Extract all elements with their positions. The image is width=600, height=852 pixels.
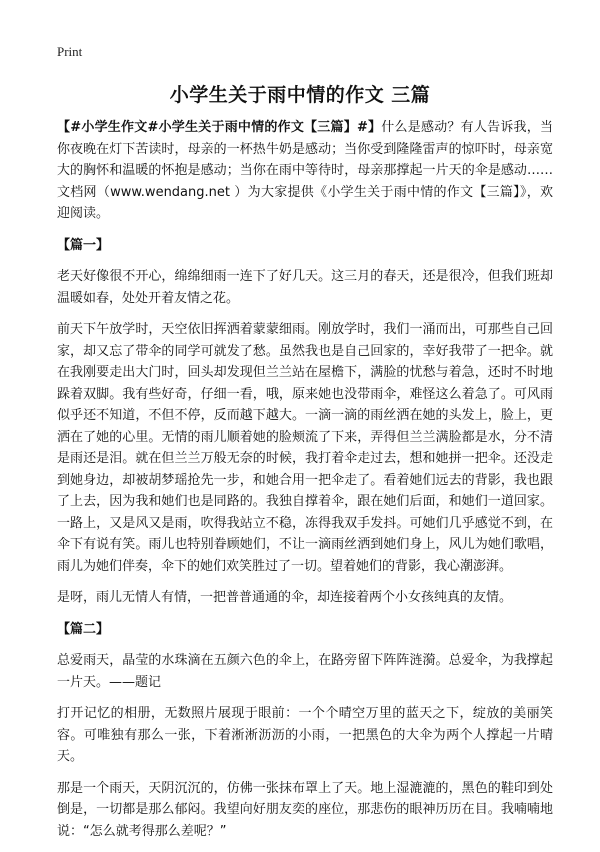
section2-paragraph-3: 那是一个雨天，天阴沉沉的，仿佛一张抹布罩上了天。地上湿漉漉的，黑色的鞋印到处倒是，一切都是那么郁闷。我望向好朋友奕的座位，那悲伤的眼神历历在目。我喃喃地说：“怎么就考得那么差呢？” [57, 780, 553, 839]
print-label[interactable]: Print [57, 44, 83, 59]
article-body [57, 117, 553, 852]
intro-bold-tag: 【#小学生作文#小学生关于雨中情的作文【三篇】#】 [57, 120, 382, 135]
section1-paragraph-3: 是呀，雨儿无情人有情，一把普普通通的伞，却连接着两个小女孩纯真的友情。 [57, 590, 513, 605]
section2-paragraph-2: 打开记忆的相册，无数照片展现于眼前：一个个晴空万里的蓝天之下，绽放的美丽笑容。可唯独有那么一张，下着淅淅沥沥的小雨，一把黑色的大伞为两个人撑起一片晴天。 [57, 706, 553, 764]
section-heading-2: 【篇二】 [57, 621, 110, 637]
section-heading-1: 【篇一】 [57, 237, 110, 253]
section1-paragraph-1: 老天好像很不开心，绵绵细雨一连下了好几天。这三月的春天，还是很冷，但我们班却温暖如春，处处开着友情之花。 [57, 269, 553, 306]
intro-paragraph [57, 117, 553, 225]
page-title: 小学生关于雨中情的作文 三篇 [169, 84, 431, 106]
intro-text: 什么是感动？有人告诉我，当你夜晚在灯下苦读时，母亲的一杯热牛奶是感动；当你受到隆隆雷声的惊吓时，母亲宽大的胸怀和温暖的怀抱是感动；当你在雨中等待时，母亲那撑起一片天的伞是感动……文档网（www.wendang.net ）为大家提供《小学生关于雨中情的作文【三篇】》，欢迎阅读。 [57, 120, 553, 221]
section1-paragraph-2: 前天下午放学时，天空依旧挥洒着蒙蒙细雨。刚放学时，我们一涌而出，可那些自己回家，却又忘了带伞的同学可就发了愁。虽然我也是自己回家的，幸好我带了一把伞。就在我刚要走出大门时，回头却发现但兰兰站在屋檐下，满脸的忧愁与着急，还时不时地跺着双脚。我有些好奇，仔细一看，哦，原来她也没带雨伞，难怪这么着急了。可风雨似乎还不知道，不但不停，反而越下越大。一滴一滴的雨丝洒在她的头发上，脸上，更洒在了她的心里。无情的雨儿顺着她的脸颊流了下来，弄得但兰兰满脸都是水，分不清是雨还是泪。就在但兰兰万般无奈的时候，我打着伞走过去，想和她拼一把伞。还没走到她身边，却被胡梦瑶抢先一步，和她合用一把伞走了。看着她们远去的背影，我也跟了上去，因为我和她们也是同路的。我独自撑着伞，跟在她们后面，和她们一道回家。一路上，又是风又是雨，吹得我站立不稳，冻得我双手发抖。可她们几乎感觉不到，在伞下有说有笑。雨儿也特别眷顾她们，不让一滴雨丝洒到她们身上，风儿为她们歌唱，雨儿为她们伴奏，伞下的她们欢笑胜过了一切。望着她们的背影，我心潮澎湃。 [57, 322, 553, 574]
section2-paragraph-1: 总爱雨天，晶莹的水珠滴在五颜六色的伞上，在路旁留下阵阵涟漪。总爱伞，为我撑起一片天。——题记 [57, 653, 553, 690]
